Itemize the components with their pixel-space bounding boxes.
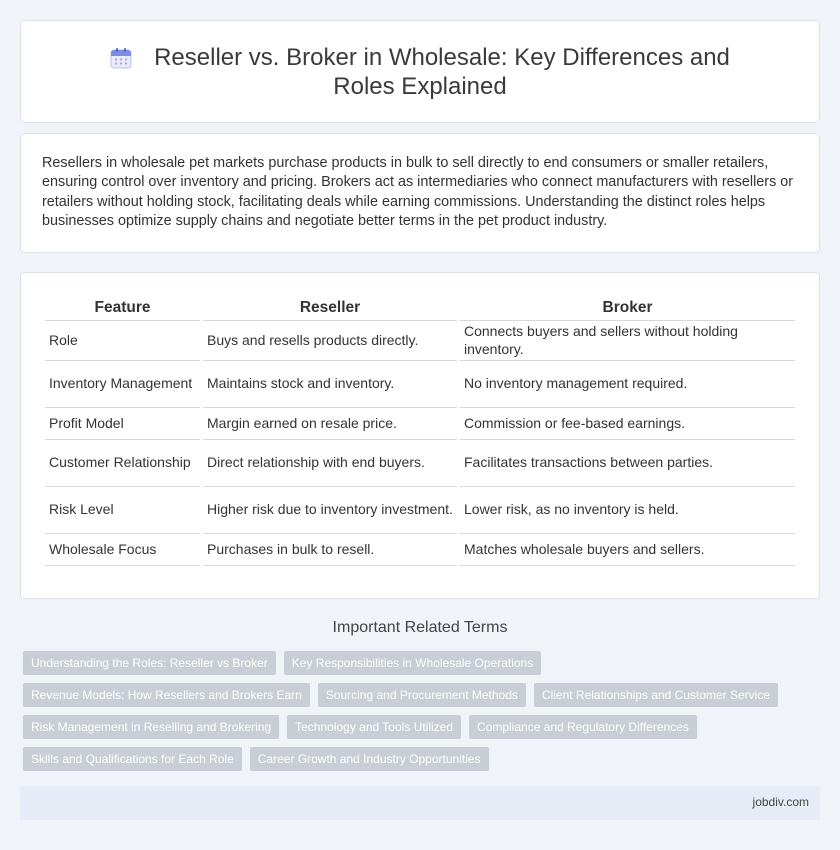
related-term-tag[interactable]: Compliance and Regulatory Differences bbox=[469, 715, 697, 739]
footer-site-link[interactable]: jobdiv.com bbox=[752, 795, 809, 809]
table-cell: Purchases in bulk to resell. bbox=[203, 534, 457, 566]
comparison-table bbox=[42, 297, 798, 566]
table-cell: Maintains stock and inventory. bbox=[203, 361, 457, 408]
table-cell: Facilitates transactions between parties. bbox=[460, 440, 795, 487]
related-terms-list bbox=[23, 651, 823, 771]
table-cell: Risk Level bbox=[45, 487, 200, 534]
table-cell: Direct relationship with end buyers. bbox=[203, 440, 457, 487]
table-cell: Matches wholesale buyers and sellers. bbox=[460, 534, 795, 566]
page-title bbox=[21, 43, 819, 101]
related-term-tag[interactable]: Revenue Models: How Resellers and Brokers Earn bbox=[23, 683, 310, 707]
table-cell: Profit Model bbox=[45, 408, 200, 440]
calendar-icon bbox=[110, 47, 132, 69]
intro-paragraph: Resellers in wholesale pet markets purchase products in bulk to sell directly to end consumers or smaller retailers, ensuring control over inventory and pricing. Brokers act as intermediaries who connect manufacturers with resellers or retailers without holding stock, facilitating deals while earning commissions. Understanding the distinct roles helps businesses optimize supply chains and negotiate better terms in the pet product industry. bbox=[42, 155, 794, 229]
table-cell: Margin earned on resale price. bbox=[203, 408, 457, 440]
footer-bar bbox=[20, 786, 820, 820]
table-cell: No inventory management required. bbox=[460, 361, 795, 408]
table-cell: Inventory Management bbox=[45, 361, 200, 408]
table-row bbox=[45, 440, 795, 487]
related-term-tag[interactable]: Career Growth and Industry Opportunities bbox=[250, 747, 489, 771]
header-feature: Feature bbox=[45, 297, 200, 321]
related-term-tag[interactable]: Sourcing and Procurement Methods bbox=[318, 683, 526, 707]
related-term-tag[interactable]: Client Relationships and Customer Service bbox=[534, 683, 778, 707]
table-cell: Wholesale Focus bbox=[45, 534, 200, 566]
intro-card bbox=[20, 133, 820, 253]
table-cell: Buys and resells products directly. bbox=[203, 321, 457, 361]
header-reseller: Reseller bbox=[203, 297, 457, 321]
page-title-text: Reseller vs. Broker in Wholesale: Key Differences and Roles Explained bbox=[154, 44, 730, 100]
table-cell: Connects buyers and sellers without holding inventory. bbox=[460, 321, 795, 361]
table-cell: Customer Relationship bbox=[45, 440, 200, 487]
table-row bbox=[45, 487, 795, 534]
table-row bbox=[45, 534, 795, 566]
table-cell: Higher risk due to inventory investment. bbox=[203, 487, 457, 534]
table-row bbox=[45, 408, 795, 440]
header-broker: Broker bbox=[460, 297, 795, 321]
related-term-tag[interactable]: Risk Management in Reselling and Brokering bbox=[23, 715, 279, 739]
table-cell: Commission or fee-based earnings. bbox=[460, 408, 795, 440]
related-term-tag[interactable]: Understanding the Roles: Reseller vs Broker bbox=[23, 651, 276, 675]
related-term-tag[interactable]: Skills and Qualifications for Each Role bbox=[23, 747, 242, 771]
related-terms-title: Important Related Terms bbox=[332, 619, 508, 636]
table-row bbox=[45, 361, 795, 408]
related-term-tag[interactable]: Technology and Tools Utilized bbox=[287, 715, 461, 739]
table-header-row bbox=[45, 297, 795, 321]
table-cell: Role bbox=[45, 321, 200, 361]
comparison-card bbox=[20, 272, 820, 599]
table-cell: Lower risk, as no inventory is held. bbox=[460, 487, 795, 534]
header-card bbox=[20, 20, 820, 123]
table-row bbox=[45, 321, 795, 361]
related-term-tag[interactable]: Key Responsibilities in Wholesale Operations bbox=[284, 651, 541, 675]
